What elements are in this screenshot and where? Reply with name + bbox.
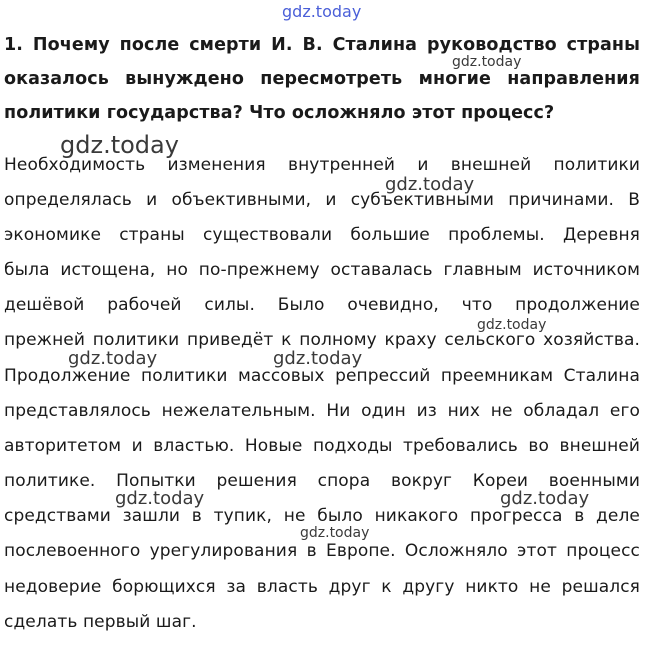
question-line: оказалось вынуждено пересмотреть многие направления bbox=[4, 69, 640, 89]
answer-line: сделать первый шаг. bbox=[4, 612, 197, 632]
answer-line: была истощена, но по-прежнему оставалась главным источником bbox=[4, 260, 640, 280]
answer-line: политике. Попытки решения спора вокруг Кореи военными bbox=[4, 471, 640, 491]
question-line: политики государства? Что осложняло этот процесс? bbox=[4, 103, 555, 123]
answer-line: экономике страны существовали большие проблемы. Деревня bbox=[4, 225, 640, 245]
watermark: gdz.today bbox=[273, 348, 363, 369]
watermark: gdz.today bbox=[452, 54, 522, 70]
answer-line: средствами зашли в тупик, не было никакого прогресса в деле bbox=[4, 506, 640, 526]
watermark-top: gdz.today bbox=[282, 2, 362, 21]
answer-line: Необходимость изменения внутренней и внешней политики bbox=[4, 155, 640, 175]
answer-line: Продолжение политики массовых репрессий преемникам Сталина bbox=[4, 366, 640, 386]
answer-line: послевоенного урегулирования в Европе. Осложняло этот процесс bbox=[4, 541, 640, 561]
watermark: gdz.today bbox=[115, 488, 205, 509]
watermark: gdz.today bbox=[477, 317, 547, 333]
watermark: gdz.today bbox=[500, 488, 590, 509]
watermark: gdz.today bbox=[68, 348, 158, 369]
answer-line: определялась и объективными, и субъективными причинами. В bbox=[4, 190, 640, 210]
watermark: gdz.today bbox=[385, 174, 475, 195]
answer-line: дешёвой рабочей силы. Было очевидно, что продолжение bbox=[4, 295, 640, 315]
answer-line: представлялось нежелательным. Ни один из них не обладал его bbox=[4, 401, 640, 421]
answer-line: недоверие борющихся за власть друг к другу никто не решался bbox=[4, 577, 640, 597]
question-line: 1. Почему после смерти И. В. Сталина руководство страны bbox=[4, 35, 640, 55]
watermark: gdz.today bbox=[300, 525, 370, 541]
answer-line: авторитетом и властью. Новые подходы требовались во внешней bbox=[4, 436, 640, 456]
answer-line: прежней политики приведёт к полному краху сельского хозяйства. bbox=[4, 330, 640, 350]
watermark: gdz.today bbox=[60, 131, 179, 159]
